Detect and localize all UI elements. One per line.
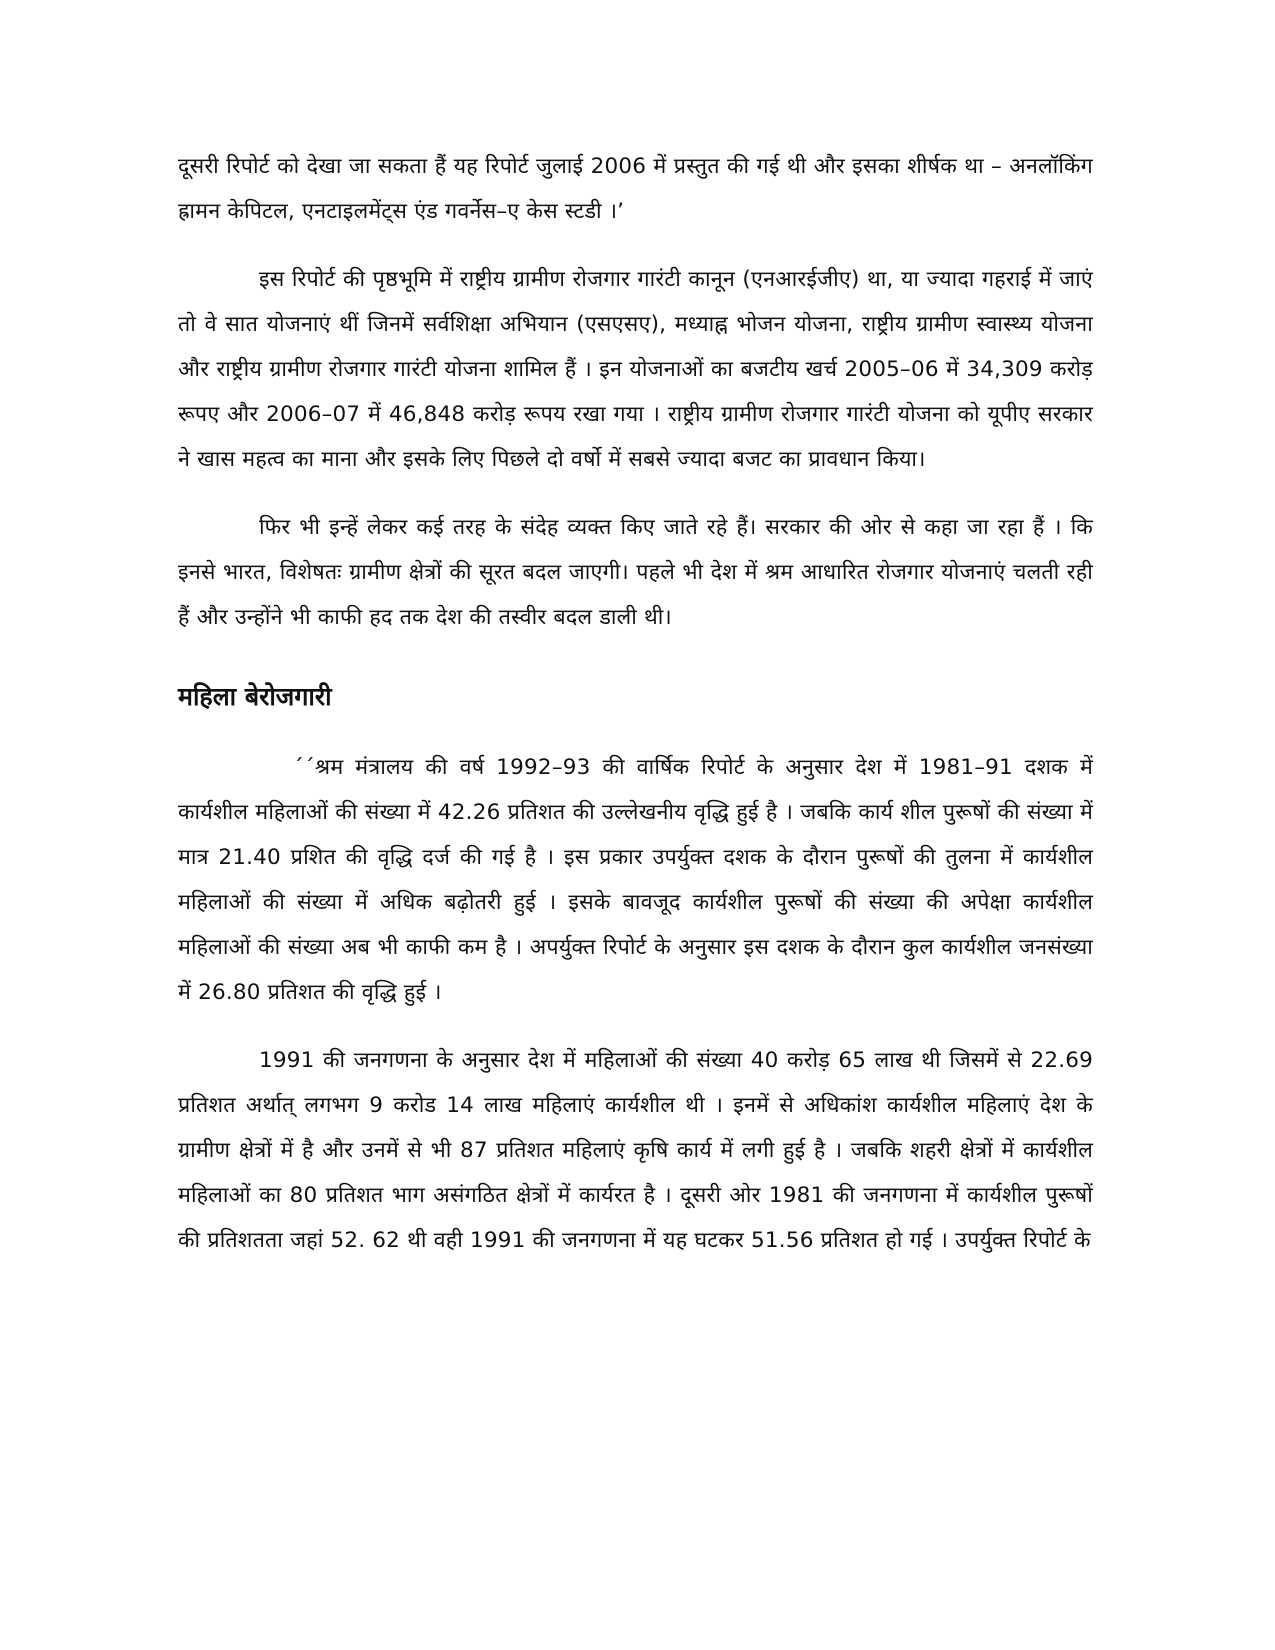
paragraph-report-title: दूसरी रिपोर्ट को देखा जा सकता हैं यह रिपोर्ट जुलाई 2006 में प्रस्तुत की गई थी और इसका शीर्षक था – अनलॉकिंग ह्रामन केपिटल, एनटाइलमेंट्स एंड गवर्नेस–ए केस स्टडी ।’ <box>178 154 1093 224</box>
paragraph-census-1991: 1991 की जनगणना के अनुसार देश में महिलाओं की संख्या 40 करोड़ 65 लाख थी जिसमें से 22.69 प्रतिशत अर्थात् लगभग 9 करोड 14 लाख महिलाएं कार्यशील थी । इनमें से अधिकांश कार्यशील महिलाएं देश के ग्रामीण क्षेत्रों में है और उनमें से भी 87 प्रतिशत महिलाएं कृषि कार्य में लगी हुई है । जबकि शहरी क्षेत्रों में कार्यशील महिलाओं का 80 प्रतिशत भाग असंगठित क्षेत्रों में कार्यरत है । दूसरी ओर 1981 की जनगणना में कार्यशील पुरूषों की प्रतिशतता जहां 52. 62 थी वही 1991 की जनगणना में यह घटकर 51.56 प्रतिशत हो गई । उपर्युक्त रिपोर्ट के <box>178 1048 1093 1253</box>
paragraph-doubts: फिर भी इन्हें लेकर कई तरह के संदेह व्यक्त किए जाते रहे हैं। सरकार की ओर से कहा जा रहा हैं । कि इनसे भारत, विशेषतः ग्रामीण क्षेत्रों की सूरत बदल जाएगी। पहले भी देश में श्रम आधारित रोजगार योजनाएं चलती रही हैं और उन्होंने भी काफी हद तक देश की तस्वीर बदल डाली थी। <box>178 515 1093 630</box>
paragraph-report-background: इस रिपोर्ट की पृष्ठभूमि में राष्ट्रीय ग्रामीण रोजगार गारंटी कानून (एनआरईजीए) था, या ज्यादा गहराई में जाएं तो वे सात योजनाएं थीं जिनमें सर्वशिक्षा अभियान (एसएसए), मध्याह्न भोजन योजना, राष्ट्रीय ग्रामीण स्वास्थ्य योजना और राष्ट्रीय ग्रामीण रोजगार गारंटी योजना शामिल हैं । इन योजनाओं का बजटीय खर्च 2005–06 में 34,309 करोड़ रूपए और 2006–07 में 46,848 करोड़ रूपय रखा गया । राष्ट्रीय ग्रामीण रोजगार गारंटी योजना को यूपीए सरकार ने खास महत्व का माना और इसके लिए पिछले दो वर्षो में सबसे ज्यादा बजट का प्रावधान किया। <box>178 267 1093 472</box>
section-heading: महिला बेरोजगारी <box>178 682 332 711</box>
document-page <box>178 144 1093 1263</box>
paragraph-labour-ministry-report: ´´श्रम मंत्रालय की वर्ष 1992–93 की वार्षिक रिपोर्ट के अनुसार देश में 1981–91 दशक में कार्यशील महिलाओं की संख्या में 42.26 प्रतिशत की उल्लेखनीय वृद्धि हुई है । जबकि कार्य शील पुरूषों की संख्या में मात्र 21.40 प्रशित की वृद्धि दर्ज की गई है । इस प्रकार उपर्युक्त दशक के दौरान पुरूषों की तुलना में कार्यशील महिलाओं की संख्या में अधिक बढ़ोतरी हुई । इसके बावजूद कार्यशील पुरूषों की संख्या की अपेक्षा कार्यशील महिलाओं की संख्या अब भी काफी कम है । अपर्युक्त रिपोर्ट के अनुसार इस दशक के दौरान कुल कार्यशील जनसंख्या में 26.80 प्रतिशत की वृद्धि हुई । <box>178 755 1093 1005</box>
